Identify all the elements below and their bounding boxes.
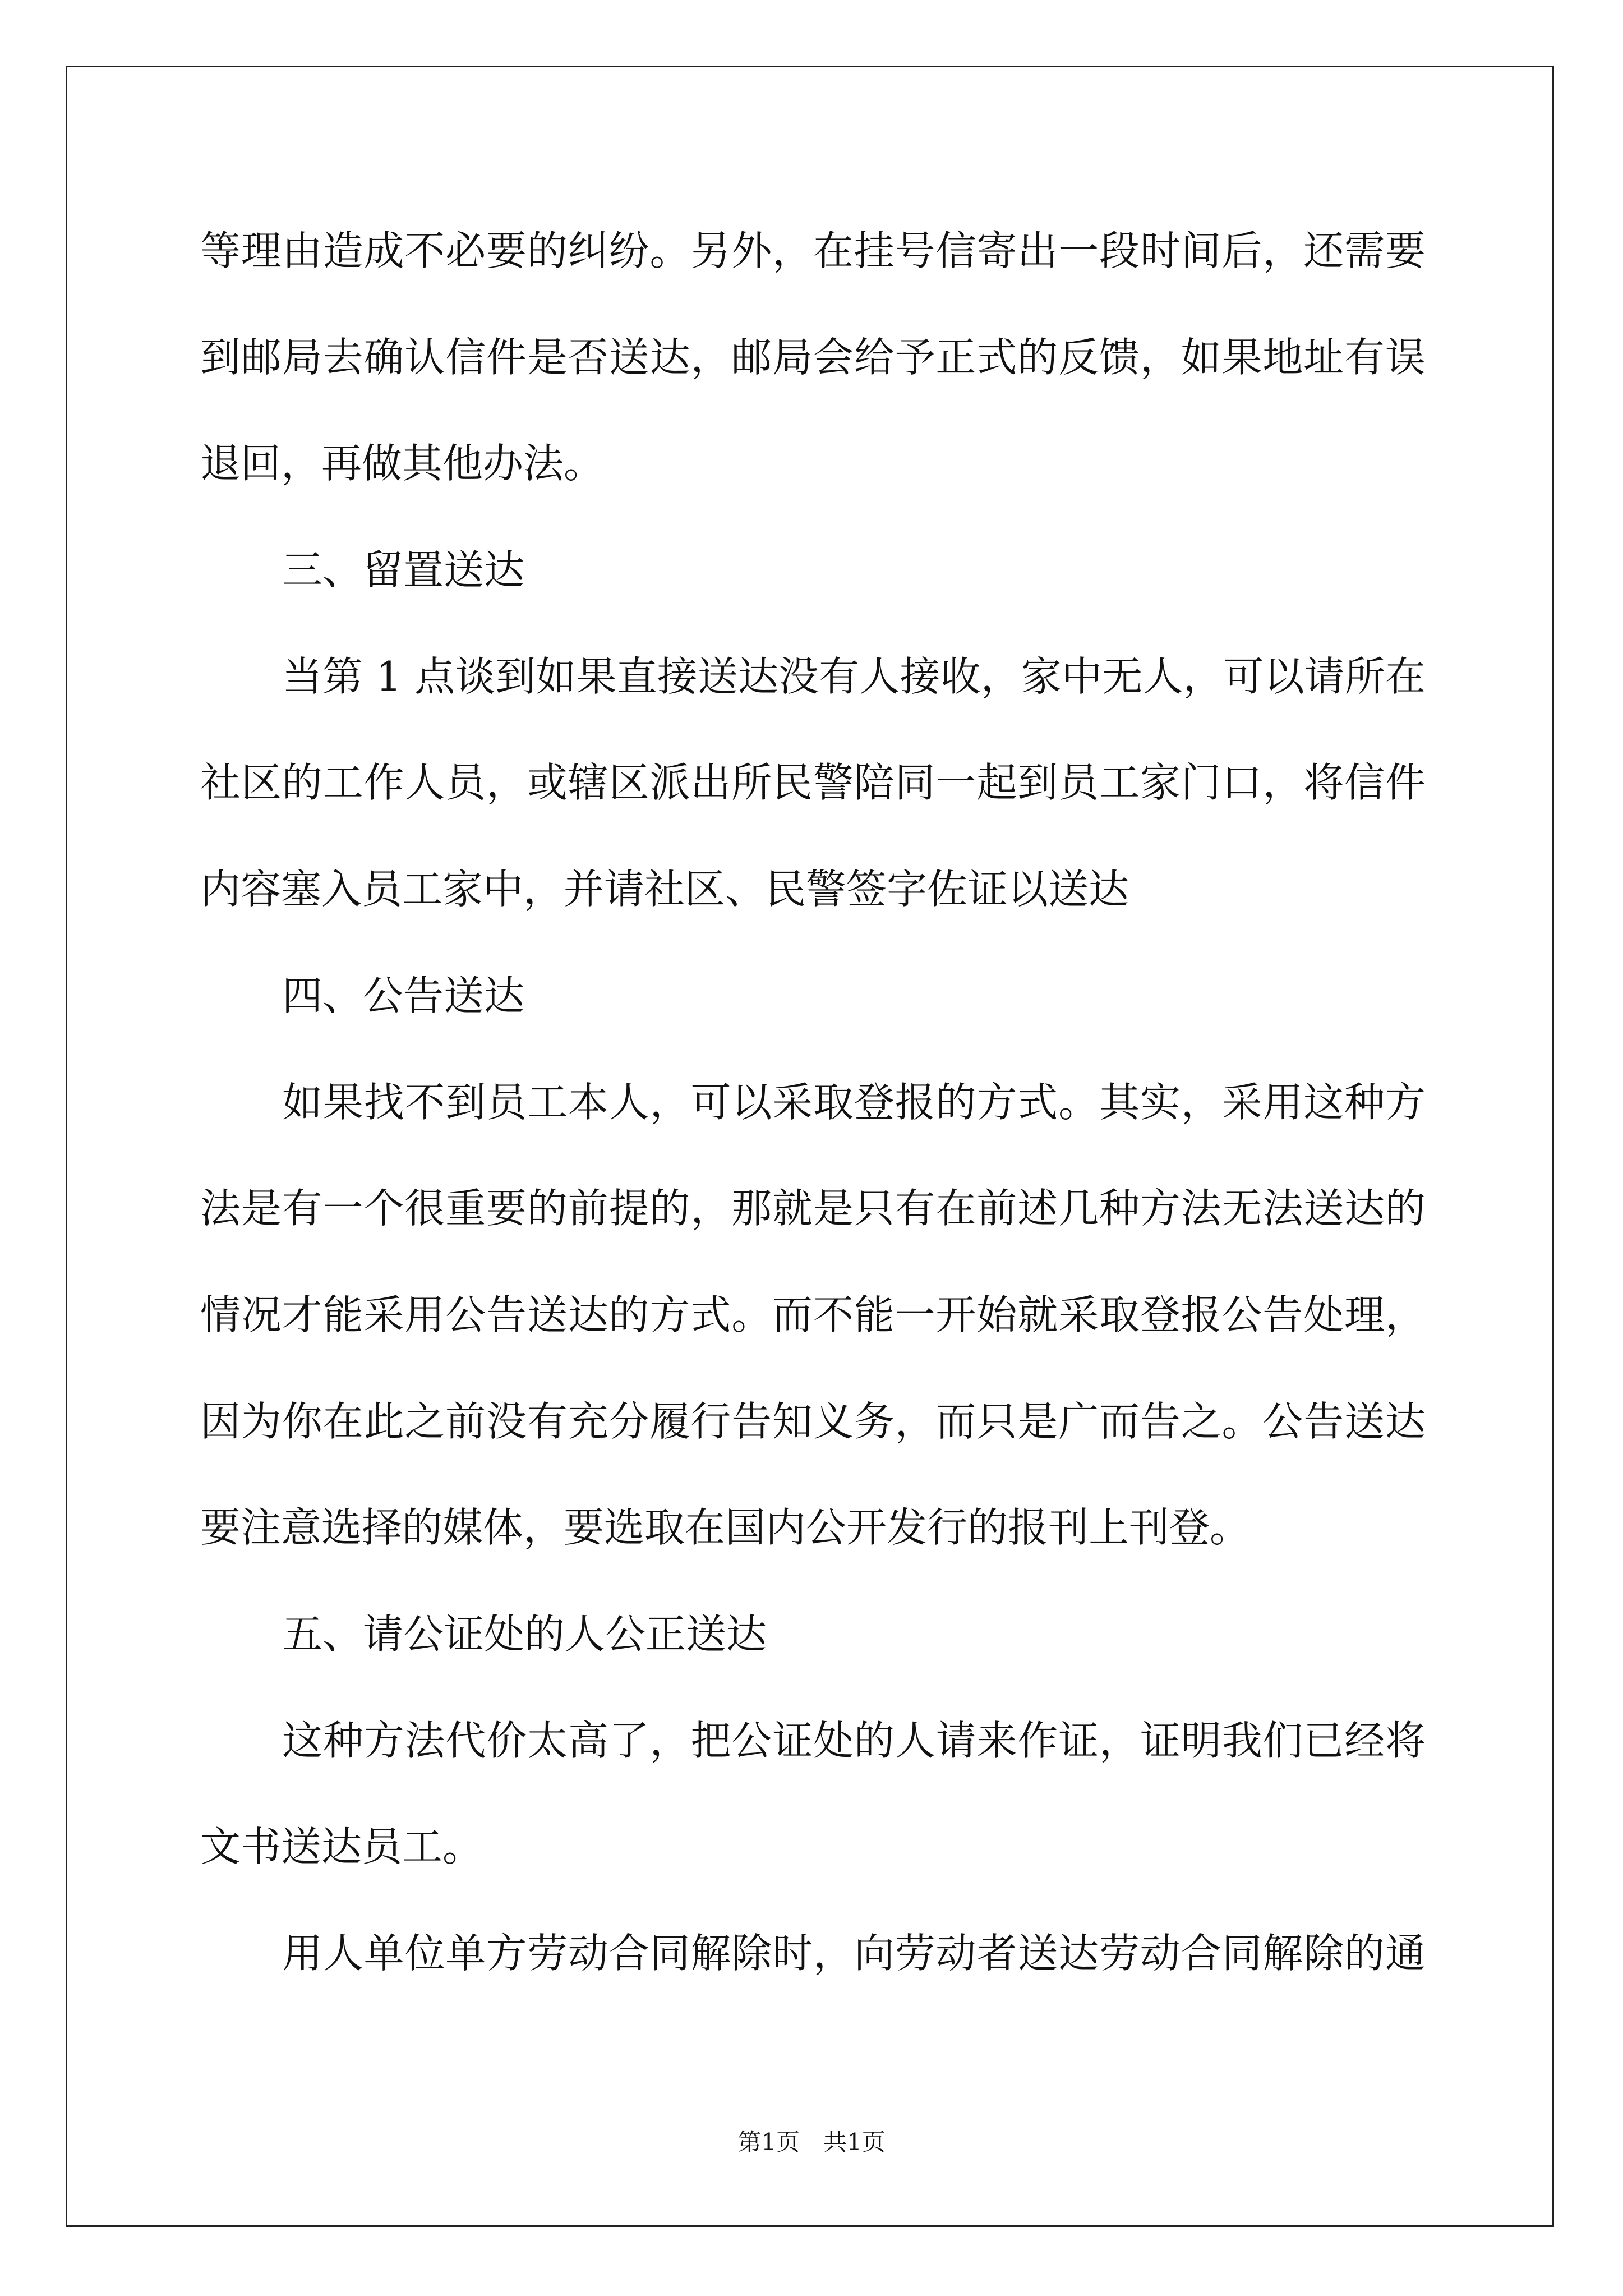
text-line: 如果找不到员工本人，可以采取登报的方式。其实，采用这种方 bbox=[282, 1078, 1426, 1126]
text-line: 到邮局去确认信件是否送达，邮局会给予正式的反馈，如果地址有误 bbox=[200, 333, 1426, 381]
text-line: 等理由造成不必要的纠纷。另外，在挂号信寄出一段时间后，还需要 bbox=[200, 227, 1426, 274]
text-line: 内容塞入员工家中，并请社区、民警签字佐证以送达 bbox=[200, 866, 1129, 913]
section-heading: 四、公告送达 bbox=[282, 972, 525, 1019]
text-line: 用人单位单方劳动合同解除时，向劳动者送达劳动合同解除的通 bbox=[282, 1930, 1426, 1977]
text-line: 文书送达员工。 bbox=[200, 1823, 483, 1871]
text-line: 当第 1 点谈到如果直接送达没有人接收，家中无人，可以请所在 bbox=[282, 652, 1426, 700]
document-body bbox=[200, 198, 1426, 2007]
text-line: 社区的工作人员，或辖区派出所民警陪同一起到员工家门口，将信件 bbox=[200, 759, 1426, 807]
text-line: 情况才能采用公告送达的方式。而不能一开始就采取登报公告处理， bbox=[200, 1291, 1426, 1338]
text-line: 法是有一个很重要的前提的，那就是只有在前述几种方法无法送达的 bbox=[200, 1185, 1426, 1232]
text-line: 这种方法代价太高了，把公证处的人请来作证，证明我们已经将 bbox=[282, 1717, 1426, 1764]
text-line: 要注意选择的媒体，要选取在国内公开发行的报刊上刊登。 bbox=[200, 1504, 1251, 1552]
section-heading: 三、留置送达 bbox=[282, 546, 525, 594]
text-line: 退回，再做其他办法。 bbox=[200, 440, 605, 487]
page-footer: 第1页 共1页 bbox=[737, 2128, 886, 2156]
section-heading: 五、请公证处的人公正送达 bbox=[282, 1610, 767, 1658]
text-line: 因为你在此之前没有充分履行告知义务，而只是广而告之。公告送达 bbox=[200, 1397, 1426, 1445]
